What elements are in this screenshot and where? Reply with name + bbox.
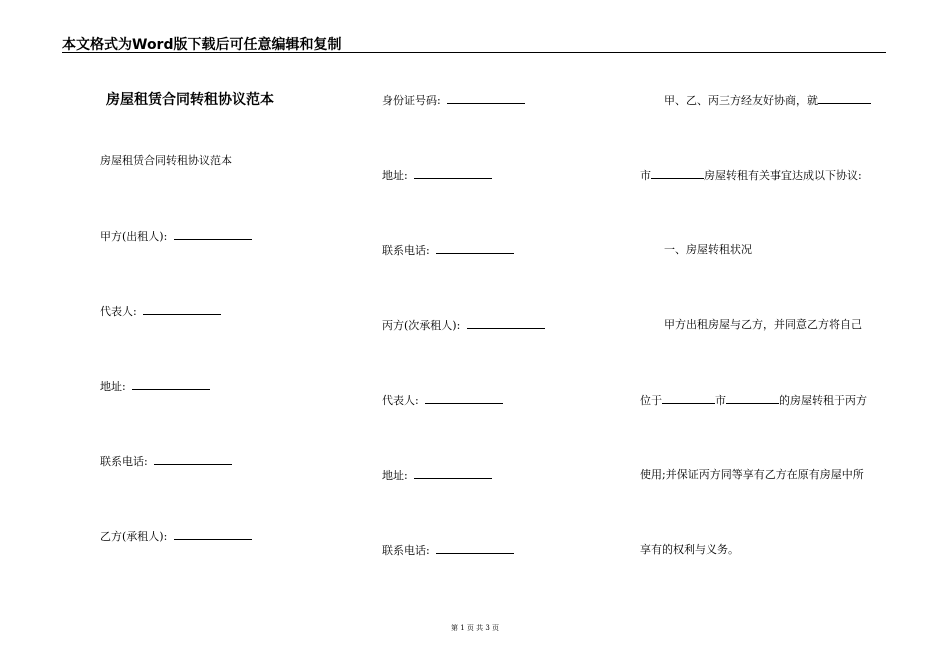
document-header: 本文格式为Word版下载后可任意编辑和复制 (62, 37, 342, 53)
para-4 (640, 393, 867, 408)
fill-blank (132, 379, 210, 390)
fill-blank (436, 243, 514, 254)
document-title: 房屋租赁合同转租协议范本 (106, 92, 274, 108)
para-1 (664, 93, 871, 108)
page-footer: 第 1 页 共 3 页 (450, 624, 500, 632)
fill-blank (651, 168, 704, 179)
para-4b-text: 市 (715, 394, 726, 407)
fill-blank (436, 543, 514, 554)
phone3-label: 联系电话: (382, 544, 430, 557)
phone2-line (382, 243, 514, 258)
header-rule (62, 52, 886, 53)
fill-blank (174, 229, 252, 240)
phone3-line (382, 543, 514, 558)
fill-blank (414, 168, 492, 179)
para-1-text: 甲、乙、丙三方经友好协商，就 (664, 94, 818, 107)
addr1-label: 地址: (100, 380, 126, 393)
id-no-line (382, 93, 525, 108)
section-1-heading: 一、房屋转租状况 (664, 243, 752, 256)
para-3: 甲方出租房屋与乙方，并同意乙方将自己 (664, 318, 862, 331)
para-2b-text: 房屋转租有关事宜达成以下协议: (704, 169, 862, 182)
rep2-line (382, 393, 503, 408)
para-4c-text: 的房屋转租于丙方 (779, 394, 867, 407)
addr3-label: 地址: (382, 469, 408, 482)
party-b-label: 乙方(承租人): (100, 530, 168, 543)
fill-blank (447, 93, 525, 104)
fill-blank (662, 393, 715, 404)
fill-blank (174, 529, 252, 540)
rep1-label: 代表人: (100, 305, 137, 318)
party-a-label: 甲方(出租人): (100, 230, 168, 243)
fill-blank (467, 318, 545, 329)
fill-blank (154, 454, 232, 465)
fill-blank (425, 393, 503, 404)
fill-blank (818, 93, 871, 104)
para-2 (640, 168, 862, 183)
phone2-label: 联系电话: (382, 244, 430, 257)
fill-blank (414, 468, 492, 479)
party-b-line (100, 529, 252, 544)
rep2-label: 代表人: (382, 394, 419, 407)
fill-blank (726, 393, 779, 404)
addr2-line (382, 168, 492, 183)
addr3-line (382, 468, 492, 483)
id-no-label: 身份证号码: (382, 94, 441, 107)
rep1-line (100, 304, 221, 319)
party-a-line (100, 229, 252, 244)
addr2-label: 地址: (382, 169, 408, 182)
para-6: 享有的权利与义务。 (640, 543, 739, 556)
party-c-label: 丙方(次承租人): (382, 319, 461, 332)
fill-blank (143, 304, 221, 315)
addr1-line (100, 379, 210, 394)
phone1-label: 联系电话: (100, 455, 148, 468)
para-4a-text: 位于 (640, 394, 662, 407)
party-c-line (382, 318, 545, 333)
phone1-line (100, 454, 232, 469)
document-subtitle: 房屋租赁合同转租协议范本 (100, 154, 232, 167)
para-2a-text: 市 (640, 169, 651, 182)
para-5: 使用;并保证丙方同等享有乙方在原有房屋中所 (640, 468, 864, 481)
